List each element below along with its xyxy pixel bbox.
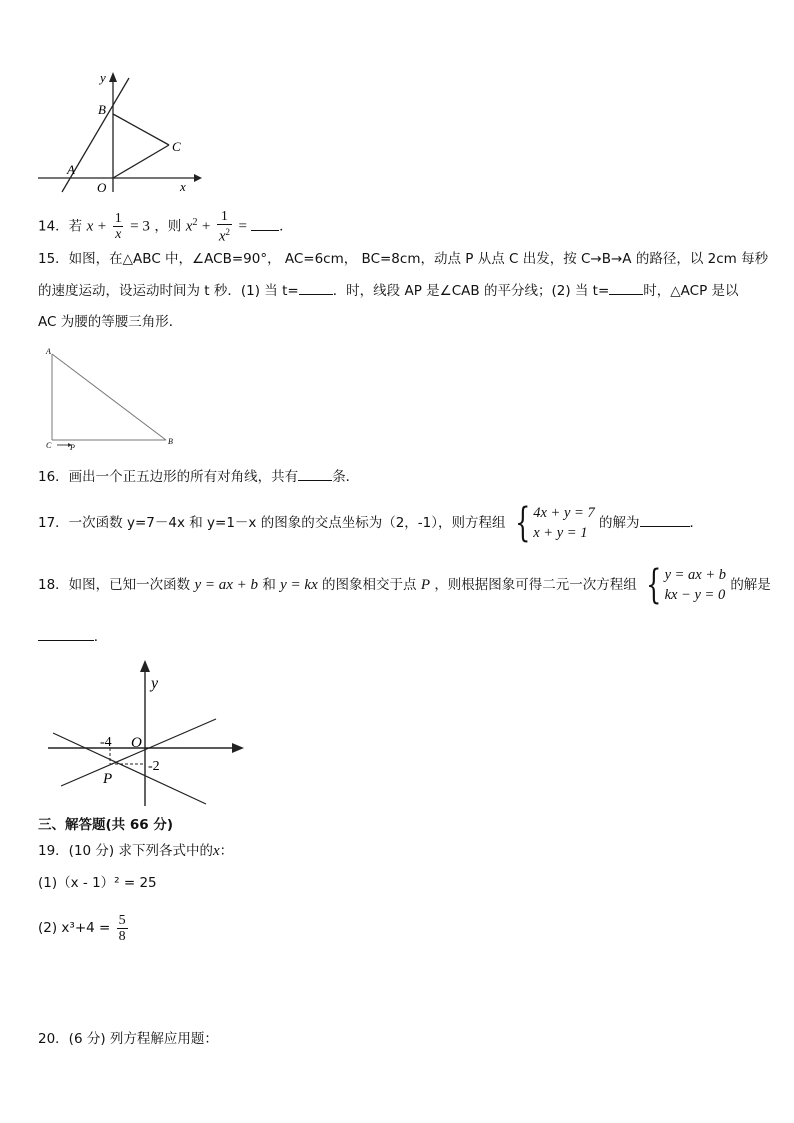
q14-equals-3: = 3 <box>130 218 150 235</box>
q14-then: ，则 <box>154 218 182 235</box>
question-20-title: 20．(6 分) 列方程解应用题： <box>38 1031 218 1047</box>
q15-blank-2[interactable] <box>609 280 643 295</box>
intersecting-lines-figure <box>48 658 248 808</box>
q14-fraction-1-over-x-squared: $\frac{1}{x^2}$ <box>218 208 230 245</box>
side-ab <box>52 354 166 440</box>
question-14: 14．若 x + $\frac{1}{x}$ = 3 ，则 $x^2$ + $\frac{1}{x^2}$ = . <box>38 208 284 245</box>
fig18-label-minus4: -4 <box>100 735 112 750</box>
q19-part-2: (2) x³+4 = $\frac{5}{8}$ <box>38 912 126 944</box>
q19-fraction-5-over-8: $\frac{5}{8}$ <box>118 912 126 944</box>
tri-label-p: P <box>70 443 75 452</box>
q14-prefix: 14．若 <box>38 218 83 235</box>
y-axis-arrow <box>140 660 150 672</box>
tri-label-b: B <box>168 437 173 446</box>
question-19-title: 19．(10 分) 求下列各式中的x： <box>38 843 234 859</box>
line-y-ax-b <box>53 733 206 804</box>
q14-plus: + <box>97 218 107 235</box>
question-16: 16．画出一个正五边形的所有对角线，共有 条． <box>38 466 359 488</box>
fig18-label-minus2: -2 <box>148 759 160 774</box>
q14-x: x <box>86 218 94 235</box>
q14-equals: = <box>238 218 247 235</box>
y-axis-arrow <box>109 72 117 82</box>
fig18-label-p: P <box>103 771 113 787</box>
label-b: B <box>98 102 106 117</box>
q14-fraction-1-over-x: $\frac{1}{x}$ <box>114 211 122 243</box>
segment-bc <box>113 114 169 145</box>
q14-answer-blank[interactable] <box>251 216 279 231</box>
q18-answer-blank[interactable] <box>38 626 94 641</box>
q19-part-1: (1)（x - 1）² = 25 <box>38 875 157 891</box>
question-17: 17．一次函数 y=7－4x 和 y=1－x 的图象的交点坐标为（2，-1），则方程组 { 4x + y = 7 x + y = 1 的解为 ． <box>38 500 703 546</box>
label-x: x <box>180 179 186 194</box>
tri-label-c: C <box>46 441 52 450</box>
question-18: 18．如图，已知一次函数 y = ax + b 和 y = kx 的图象相交于点 P ，则根据图象可得二元一次方程组 { y = ax + b kx − y = 0 的解是 <box>38 562 771 608</box>
label-o: O <box>97 180 107 195</box>
q17-equation-system: { 4x + y = 7 x + y = 1 <box>514 500 595 546</box>
q18-answer-line: . <box>38 626 98 648</box>
q15-line-3: AC 为腰的等腰三角形． <box>38 314 183 330</box>
label-a: A <box>67 162 75 177</box>
q18-equation-system: { y = ax + b kx − y = 0 <box>646 562 727 608</box>
fig18-label-y: y <box>151 675 159 692</box>
section-3-heading: 三、解答题(共 66 分) <box>38 817 174 833</box>
segment-co <box>113 145 169 178</box>
q17-answer-blank[interactable] <box>640 512 690 527</box>
coordinate-figure-abc <box>34 70 204 198</box>
x-axis-arrow <box>194 174 202 182</box>
q15-line-2: 的速度运动，设运动时间为 t 秒．(1) 当 t= ．时，线段 AP 是∠CAB 的平分线；(2) 当 t= 时，△ACP 是以 <box>38 280 739 302</box>
q15-blank-1[interactable] <box>299 280 333 295</box>
x-axis-arrow <box>232 743 244 753</box>
triangle-acb-figure <box>42 344 182 452</box>
fig18-label-o: O <box>131 735 142 751</box>
q15-line-1: 15．如图，在△ABC 中，∠ACB=90°， AC=6cm， BC=8cm，动点 P 从点 C 出发，按 C→B→A 的路径，以 2cm 每秒 <box>38 251 769 267</box>
label-y: y <box>100 70 106 85</box>
q16-answer-blank[interactable] <box>298 466 332 481</box>
tri-label-a: A <box>46 347 51 356</box>
q14-x-squared: x <box>185 218 193 235</box>
label-c: C <box>172 139 181 154</box>
line-y-kx <box>61 719 216 786</box>
